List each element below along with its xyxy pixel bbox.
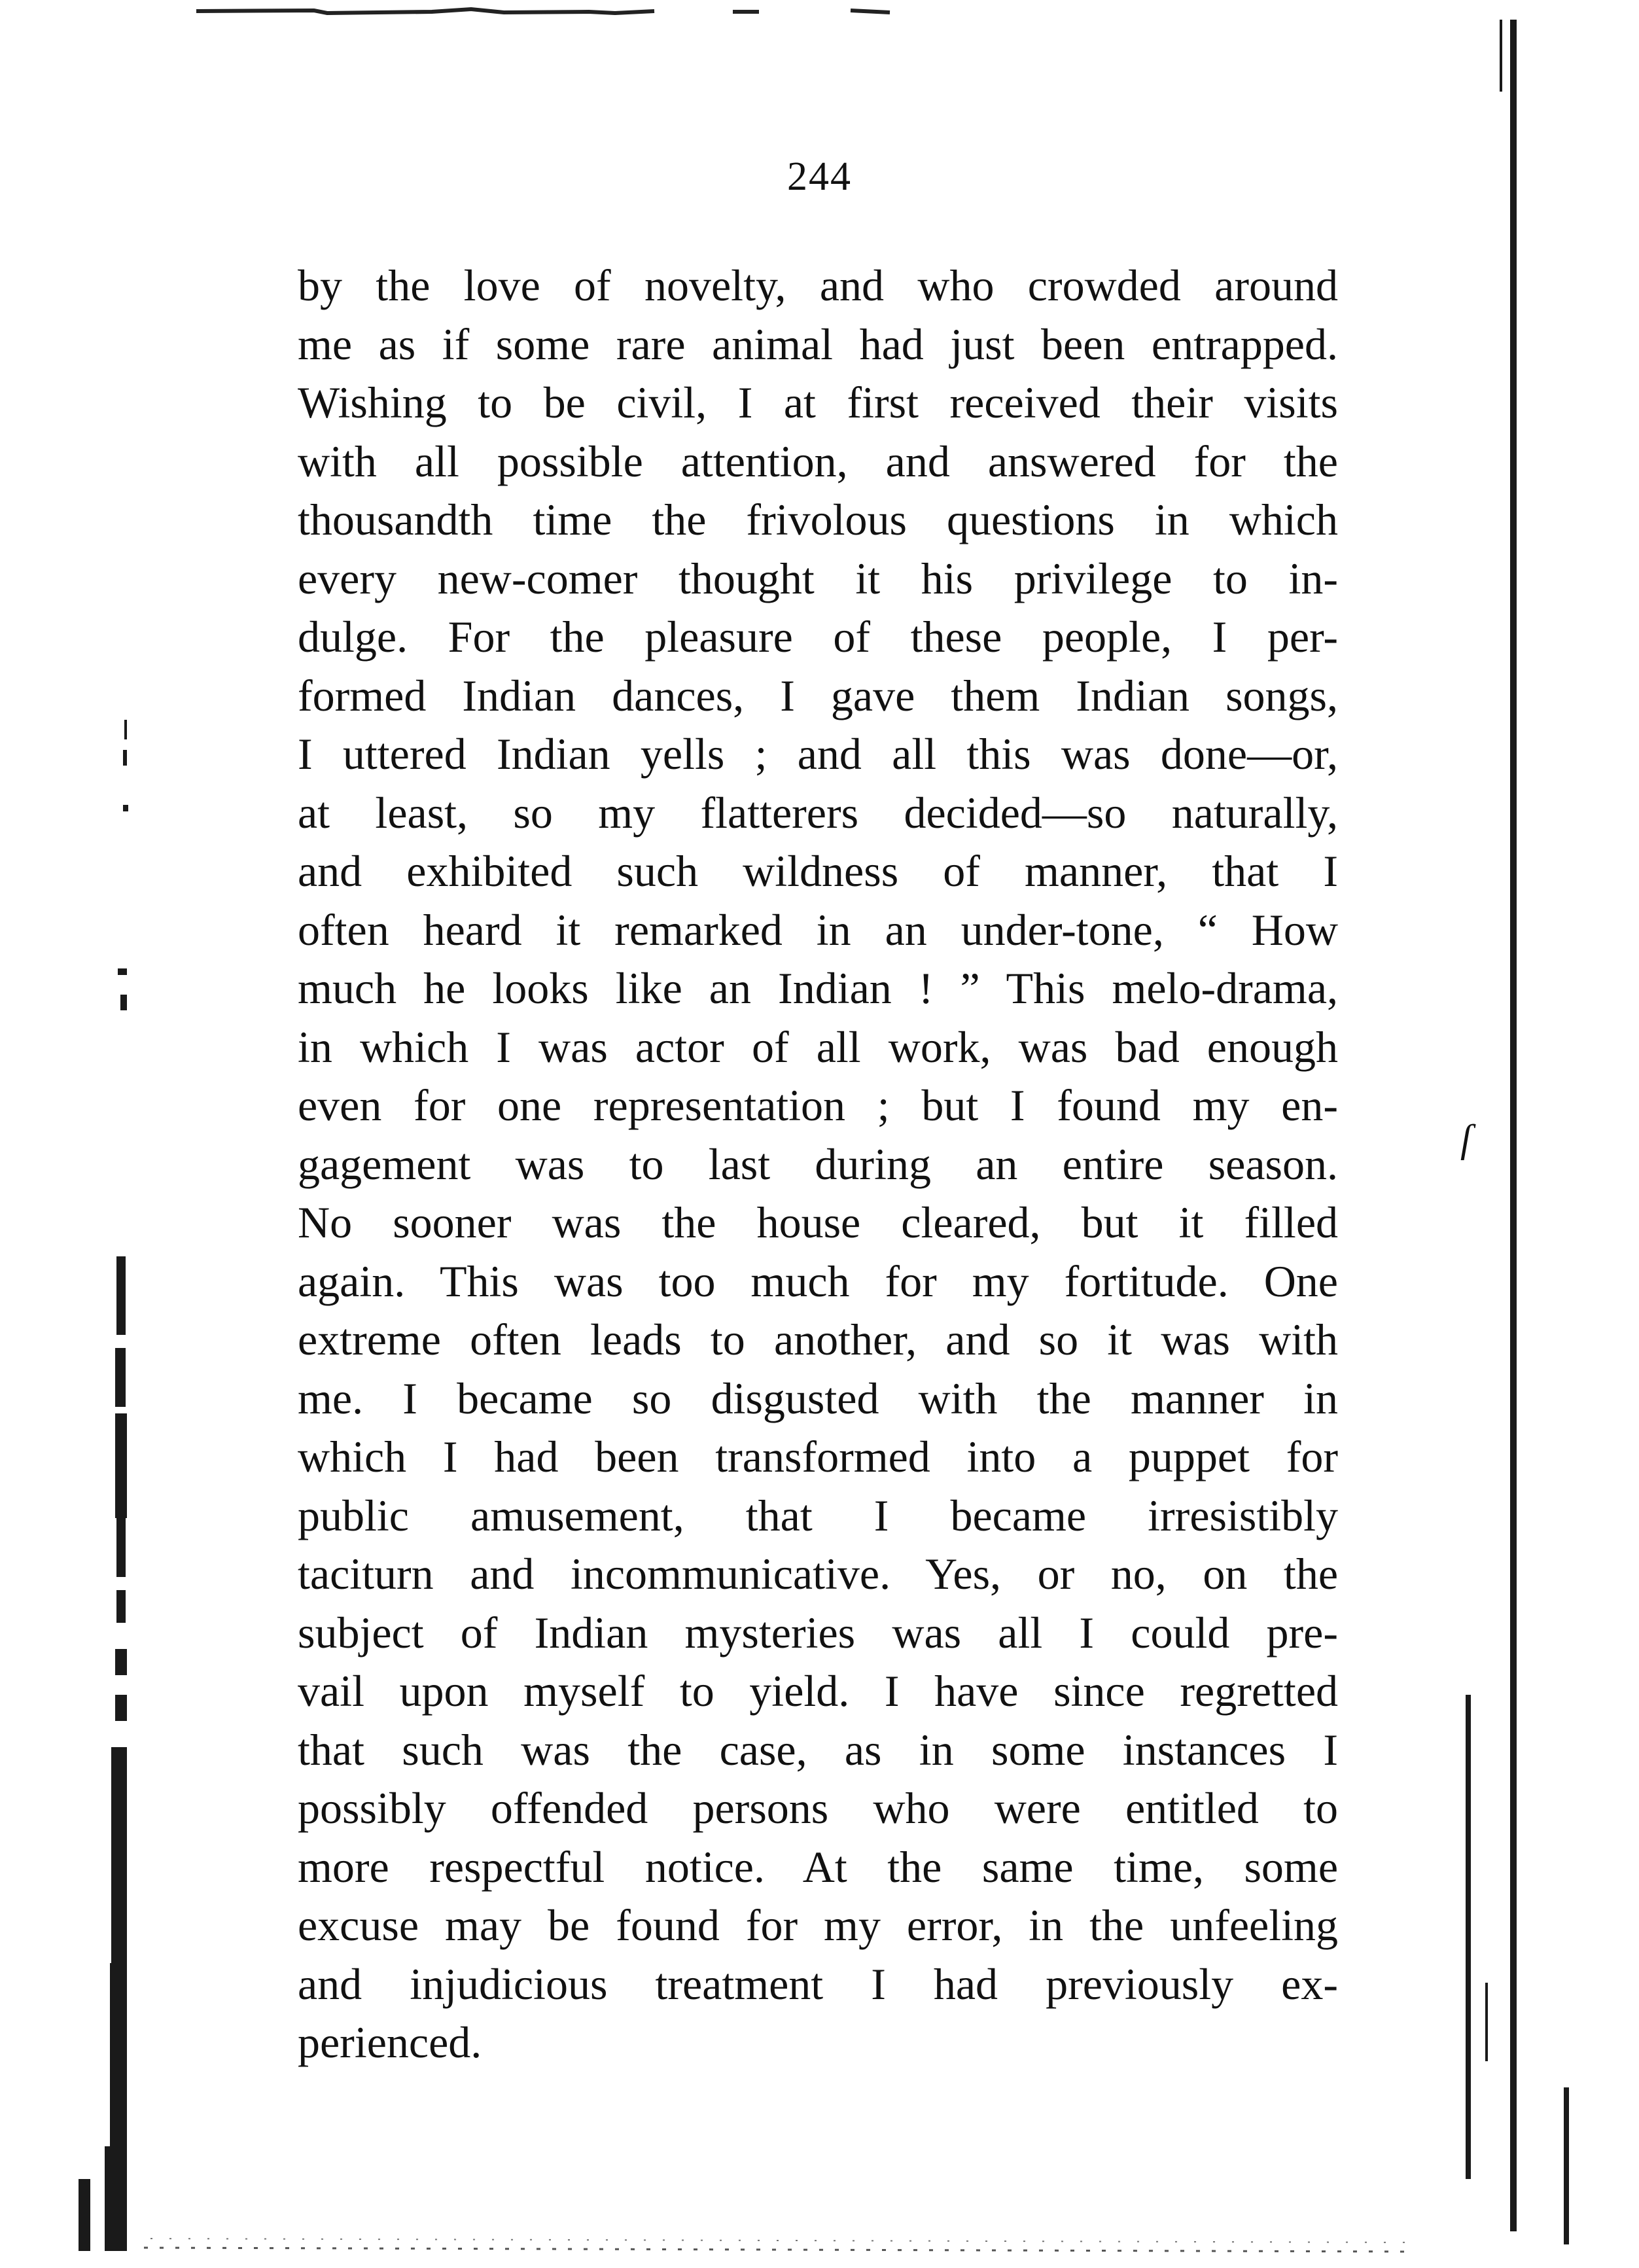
text-line: public amusement, that I became irresistibly [298,1490,1338,1540]
text-line: and injudicious treatment I had previously ex- [298,1958,1338,2009]
text-line: at least, so my flatterers decided—so naturally, [298,787,1338,838]
text-line: subject of Indian mysteries was all I could pre- [298,1607,1338,1657]
text-line: me. I became so disgusted with the manner in [298,1373,1338,1423]
scan-top-border [196,7,916,16]
scan-bottom-edge [144,2228,1453,2261]
text-line: in which I was actor of all work, was bad enough [298,1021,1338,1072]
text-line: even for one representation ; but I found my en- [298,1080,1338,1130]
margin-mark: ſ [1460,1117,1472,1160]
text-line: taciturn and incommunicative. Yes, or no, on the [298,1549,1338,1599]
text-line: by the love of novelty, and who crowded around [298,260,1338,310]
text-line: again. This was too much for my fortitude. One [298,1256,1338,1306]
text-line: excuse may be found for my error, in the unfeeling [298,1900,1338,1950]
text-line: with all possible attention, and answered for the [298,436,1338,486]
text-line: which I had been transformed into a puppet for [298,1432,1338,1481]
text-line: often heard it remarked in an under-tone, “ How [298,904,1338,955]
text-line: Wishing to be civil, I at first received their visits [298,378,1338,427]
right-scan-gutter [1466,20,1583,2258]
text-line: gagement was to last during an entire season. [298,1139,1338,1189]
text-line: thousandth time the frivolous questions in which [298,495,1338,544]
text-line: perienced. [298,2017,482,2067]
text-line: vail upon myself to yield. I have since regretted [298,1666,1338,1716]
text-line: No sooner was the house cleared, but it filled [298,1197,1338,1247]
text-line: I uttered Indian yells ; and all this was done—or, [298,729,1338,779]
left-scan-gutter [79,720,150,2251]
body-text [298,257,1338,2072]
text-line: much he looks like an Indian ! ” This melo-drama, [298,963,1338,1013]
page-number: 244 [787,154,852,199]
text-line: and exhibited such wildness of manner, that I [298,846,1338,896]
text-line: formed Indian dances, I gave them Indian songs, [298,670,1338,720]
text-line: me as if some rare animal had just been entrapped. [298,319,1338,369]
text-line: extreme often leads to another, and so it was with [298,1315,1338,1364]
text-line: possibly offended persons who were entitled to [298,1783,1338,1833]
text-line: dulge. For the pleasure of these people, I per- [298,612,1338,662]
text-line: every new-comer thought it his privilege to in- [298,553,1338,603]
text-line: that such was the case, as in some instances I [298,1724,1338,1775]
text-line: more respectful notice. At the same time, some [298,1841,1338,1892]
